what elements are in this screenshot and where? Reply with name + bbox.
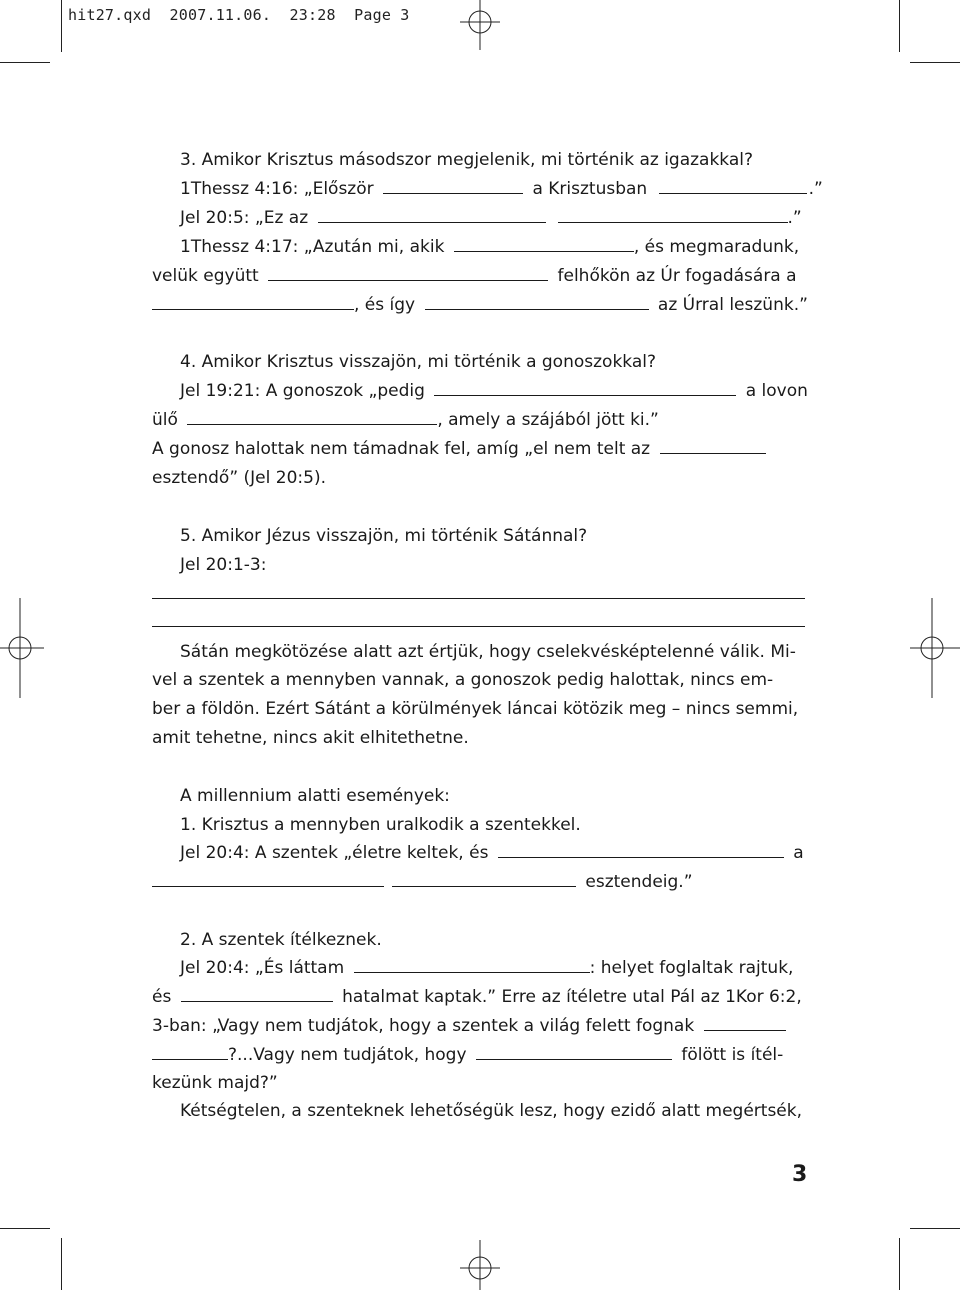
fill-blank[interactable] bbox=[704, 1016, 786, 1031]
fill-blank[interactable] bbox=[660, 439, 766, 454]
section4-line3: A gonosz halottak nem támadnak fel, amíg „el nem telt az bbox=[152, 439, 766, 459]
millennium-item2-line4: ?...Vagy nem tudjátok, hogy fölött is ítél- bbox=[152, 1045, 783, 1065]
registration-mark-bottom-icon bbox=[460, 1238, 500, 1290]
section3-line1: 1Thessz 4:16: „Először a Krisztusban .” bbox=[180, 179, 823, 199]
fill-blank[interactable] bbox=[498, 843, 784, 858]
registration-mark-top-icon bbox=[460, 0, 500, 52]
millennium-item2-line3: 3-ban: „Vagy nem tudjátok, hogy a szentek a világ felett fognak bbox=[152, 1016, 786, 1036]
millennium-item2: 2. A szentek ítélkeznek. bbox=[180, 930, 382, 950]
page-number: 3 bbox=[792, 1162, 808, 1187]
fill-blank[interactable] bbox=[476, 1045, 672, 1060]
section3-line2: Jel 20:5: „Ez az .” bbox=[180, 208, 802, 228]
fill-blank[interactable] bbox=[434, 381, 736, 396]
section5-question: 5. Amikor Jézus visszajön, mi történik Sátánnal? bbox=[180, 526, 588, 546]
fill-blank[interactable] bbox=[152, 295, 354, 310]
millennium-item1: 1. Krisztus a mennyben uralkodik a szentekkel. bbox=[180, 815, 581, 835]
section5-paragraph-line: ber a földön. Ezért Sátánt a körülmények láncai kötözik meg – nincs semmi, bbox=[152, 699, 799, 719]
millennium-item2-line5: kezünk majd?” bbox=[152, 1073, 278, 1093]
millennium-item2-line6: Kétségtelen, a szenteknek lehetőségük lesz, hogy ezidő alatt megértsék, bbox=[180, 1101, 803, 1121]
fill-blank[interactable] bbox=[152, 1045, 228, 1060]
fill-blank[interactable] bbox=[354, 958, 590, 973]
section3-line5: , és így az Úrral leszünk.” bbox=[152, 295, 808, 315]
fill-blank[interactable] bbox=[383, 179, 523, 194]
fill-blank[interactable] bbox=[392, 872, 576, 887]
section5-paragraph-line: vel a szentek a mennyben vannak, a gonoszok pedig halottak, nincs em- bbox=[152, 670, 774, 690]
answer-line[interactable] bbox=[152, 626, 805, 627]
millennium-item2-line2: és hatalmat kaptak.” Erre az ítéletre utal Pál az 1Kor 6:2, bbox=[152, 987, 802, 1007]
section3-line4: velük együtt felhőkön az Úr fogadására a bbox=[152, 266, 797, 286]
file-slug-header: hit27.qxd 2007.11.06. 23:28 Page 3 bbox=[68, 6, 410, 24]
fill-blank[interactable] bbox=[152, 872, 384, 887]
registration-mark-left-icon bbox=[0, 598, 44, 698]
fill-blank[interactable] bbox=[187, 410, 437, 425]
fill-blank[interactable] bbox=[318, 208, 546, 223]
section5-reference: Jel 20:1-3: bbox=[180, 555, 267, 575]
section3-question: 3. Amikor Krisztus másodszor megjelenik, mi történik az igazakkal? bbox=[180, 150, 754, 170]
millennium-item2-line1: Jel 20:4: „És láttam : helyet foglaltak rajtuk, bbox=[180, 958, 794, 978]
section4-line4: esztendő” (Jel 20:5). bbox=[152, 468, 326, 488]
answer-line[interactable] bbox=[152, 598, 805, 599]
fill-blank[interactable] bbox=[181, 987, 333, 1002]
millennium-title: A millennium alatti események: bbox=[180, 786, 450, 806]
registration-mark-right-icon bbox=[910, 598, 960, 698]
section5-paragraph-line: Sátán megkötözése alatt azt értjük, hogy cselekvésképtelenné válik. Mi- bbox=[180, 642, 796, 662]
section4-question: 4. Amikor Krisztus visszajön, mi történik a gonoszokkal? bbox=[180, 352, 656, 372]
section4-line2: ülő , amely a szájából jött ki.” bbox=[152, 410, 659, 430]
fill-blank[interactable] bbox=[425, 295, 649, 310]
fill-blank[interactable] bbox=[268, 266, 548, 281]
fill-blank[interactable] bbox=[659, 179, 807, 194]
section4-line1: Jel 19:21: A gonoszok „pedig a lovon bbox=[180, 381, 808, 401]
fill-blank[interactable] bbox=[454, 237, 634, 252]
millennium-item1-line2: esztendeig.” bbox=[152, 872, 693, 892]
fill-blank[interactable] bbox=[558, 208, 788, 223]
section3-line3: 1Thessz 4:17: „Azután mi, akik , és megmaradunk, bbox=[180, 237, 800, 257]
millennium-item1-line1: Jel 20:4: A szentek „életre keltek, és a bbox=[180, 843, 804, 863]
section5-paragraph-line: amit tehetne, nincs akit elhitethetne. bbox=[152, 728, 469, 748]
